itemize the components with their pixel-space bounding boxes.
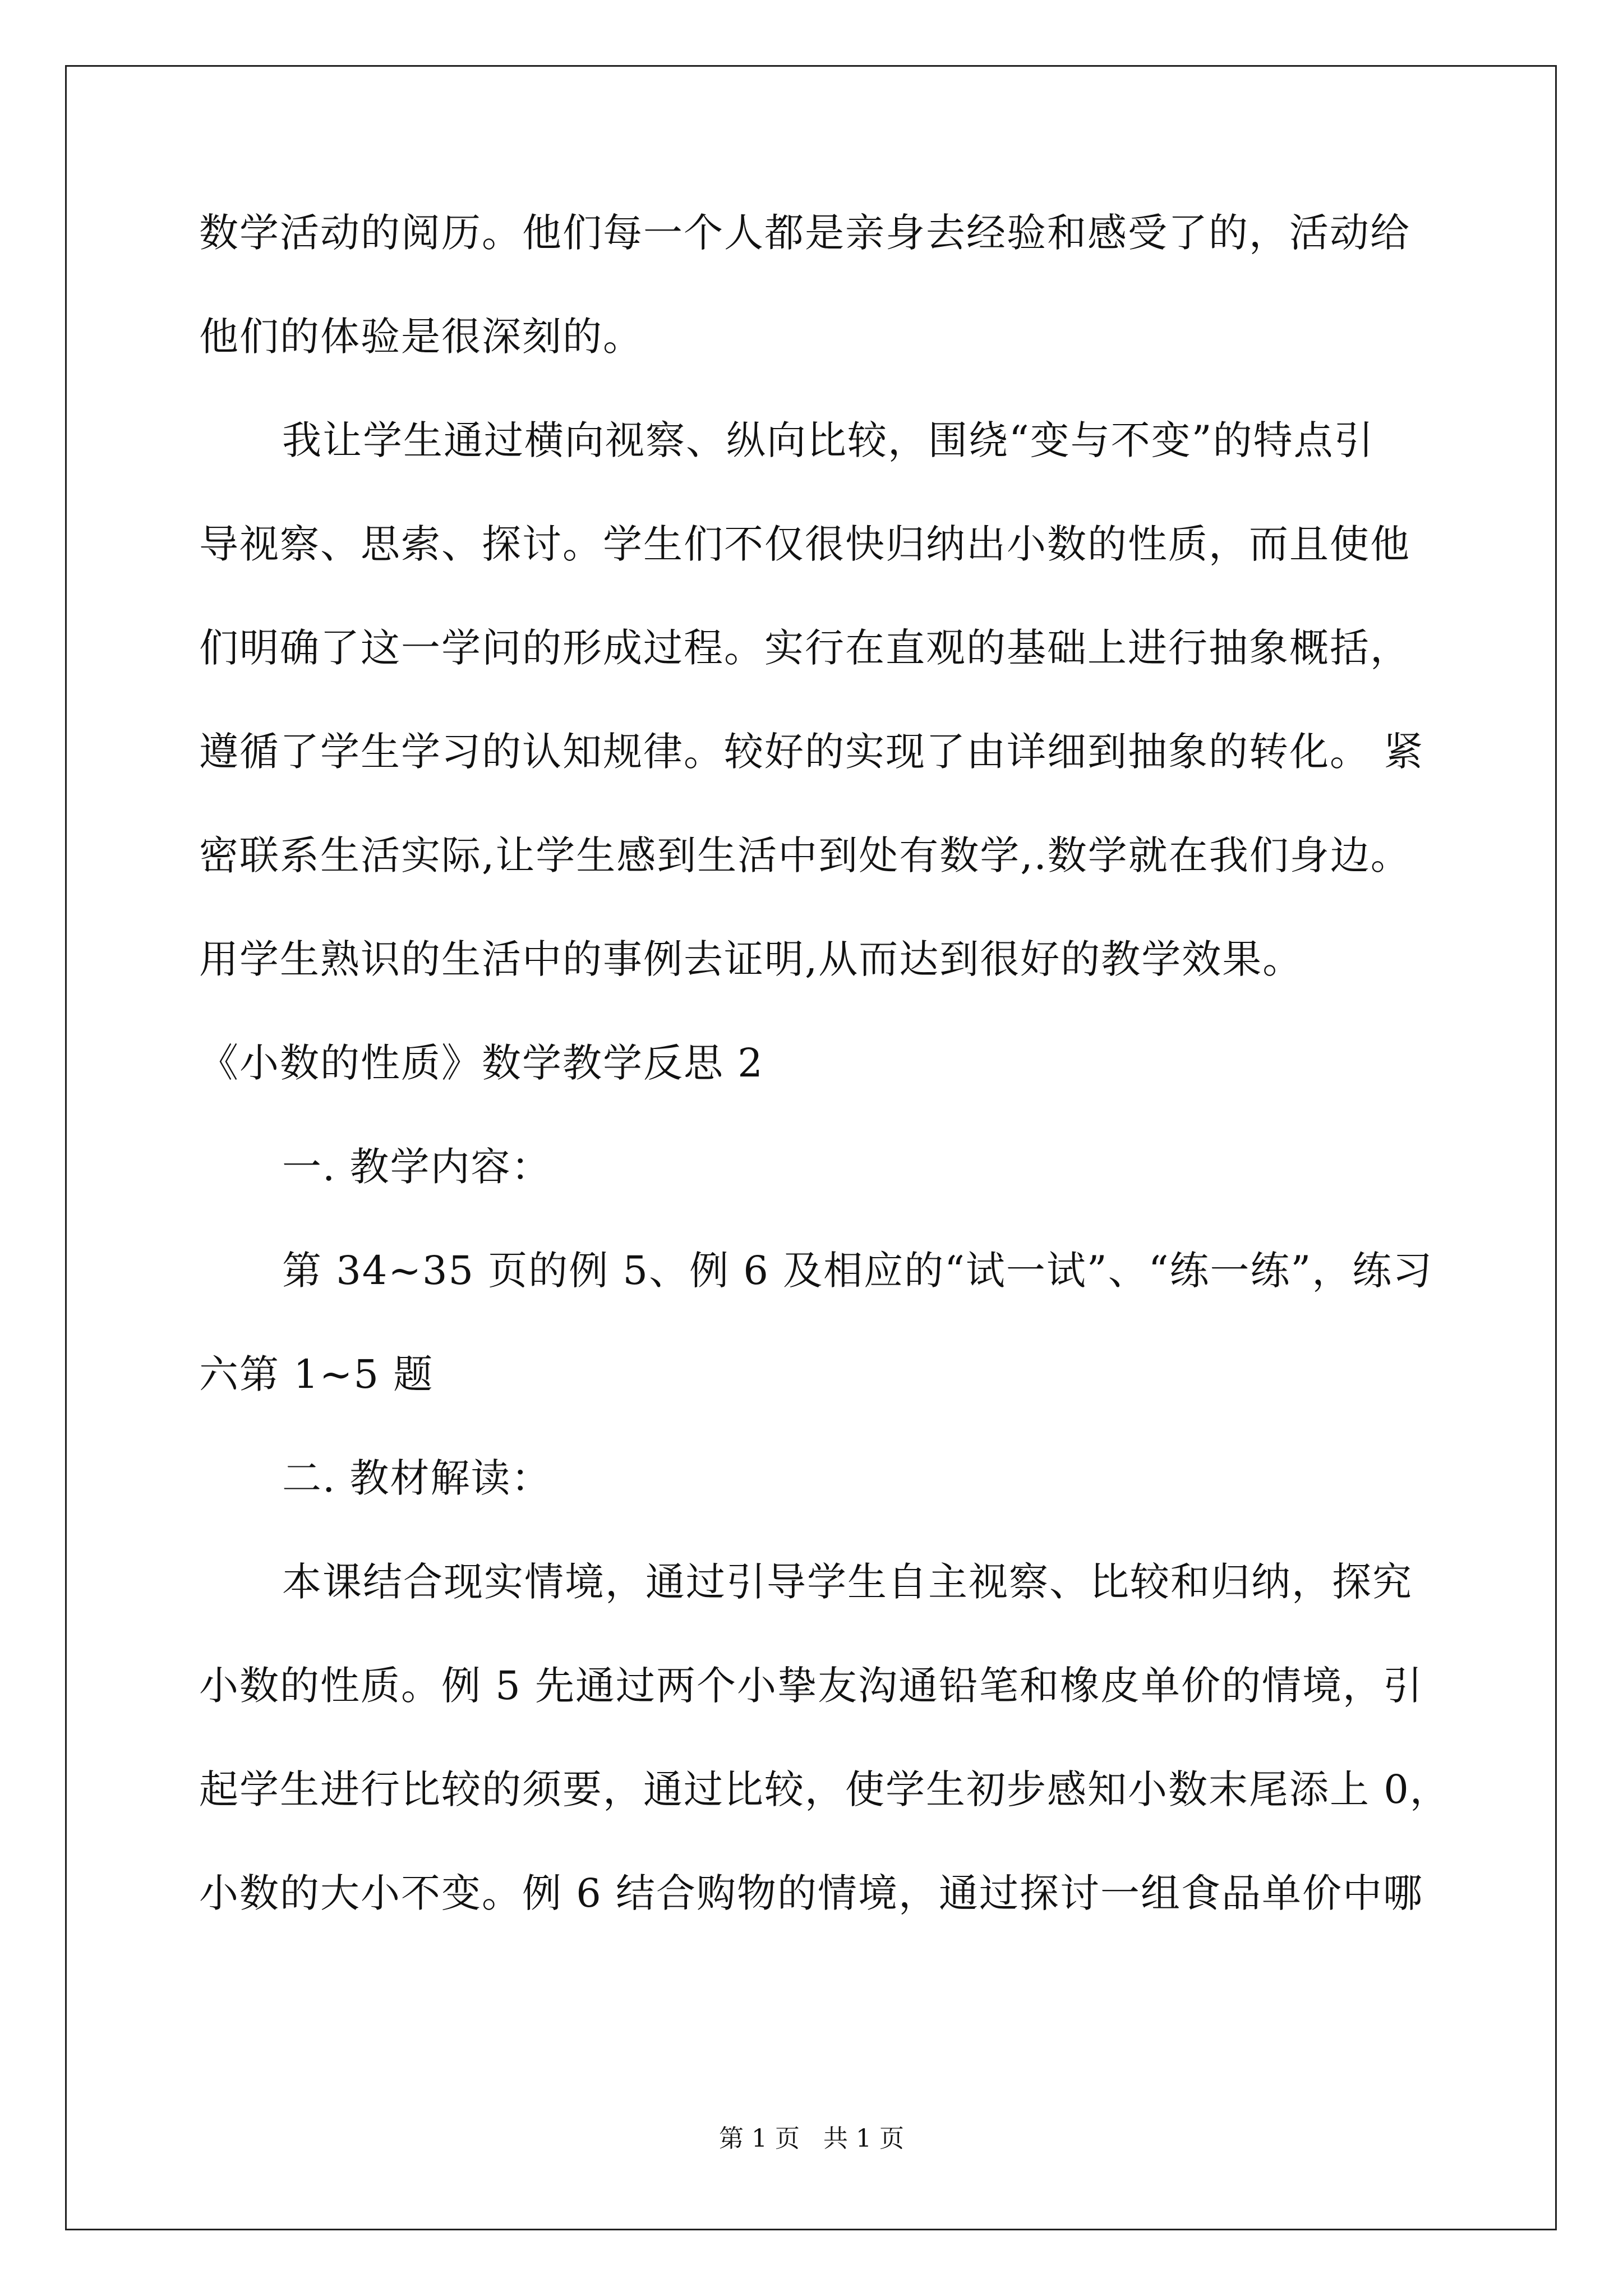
paragraph-line: 第 34~35 页的例 5、例 6 及相应的“试一试”、“练一练”，练习 <box>282 1248 1433 1294</box>
paragraph-line: 密联系生活实际,让学生感到生活中到处有数学,.数学就在我们身边。 <box>199 832 1411 878</box>
subsection-heading: 一. 教学内容： <box>282 1144 552 1190</box>
paragraph-line: 我让学生通过横向视察、纵向比较，围绕“变与不变”的特点引 <box>282 417 1375 463</box>
paragraph-line: 小数的大小不变。例 6 结合购物的情境，通过探讨一组食品单价中哪 <box>199 1870 1424 1916</box>
paragraph-line: 本课结合现实情境，通过引导学生自主视察、比较和归纳，探究 <box>282 1559 1413 1605</box>
paragraph-line: 数学活动的阅历。他们每一个人都是亲身去经验和感受了的，活动给 <box>199 210 1410 256</box>
subsection-heading: 二. 教材解读： <box>282 1455 552 1501</box>
paragraph-line: 们明确了这一学问的形成过程。实行在直观的基础上进行抽象概括， <box>199 625 1410 671</box>
paragraph-line: 起学生进行比较的须要，通过比较，使学生初步感知小数末尾添上 0， <box>199 1766 1450 1812</box>
paragraph-line: 用学生熟识的生活中的事例去证明,从而达到很好的教学效果。 <box>199 936 1303 982</box>
paragraph-line: 导视察、思索、探讨。学生们不仅很快归纳出小数的性质，而且使他 <box>199 521 1410 567</box>
page-footer: 第 1 页 共 1 页 <box>719 2124 904 2153</box>
paragraph-line: 遵循了学生学习的认知规律。较好的实现了由详细到抽象的转化。 紧 <box>199 729 1424 775</box>
paragraph-line: 他们的体验是很深刻的。 <box>199 314 643 360</box>
paragraph-line: 六第 1~5 题 <box>199 1351 434 1397</box>
paragraph-line: 小数的性质。例 5 先通过两个小挚友沟通铅笔和橡皮单价的情境，引 <box>199 1663 1424 1709</box>
section-heading: 《小数的性质》数学教学反思 2 <box>199 1040 764 1086</box>
